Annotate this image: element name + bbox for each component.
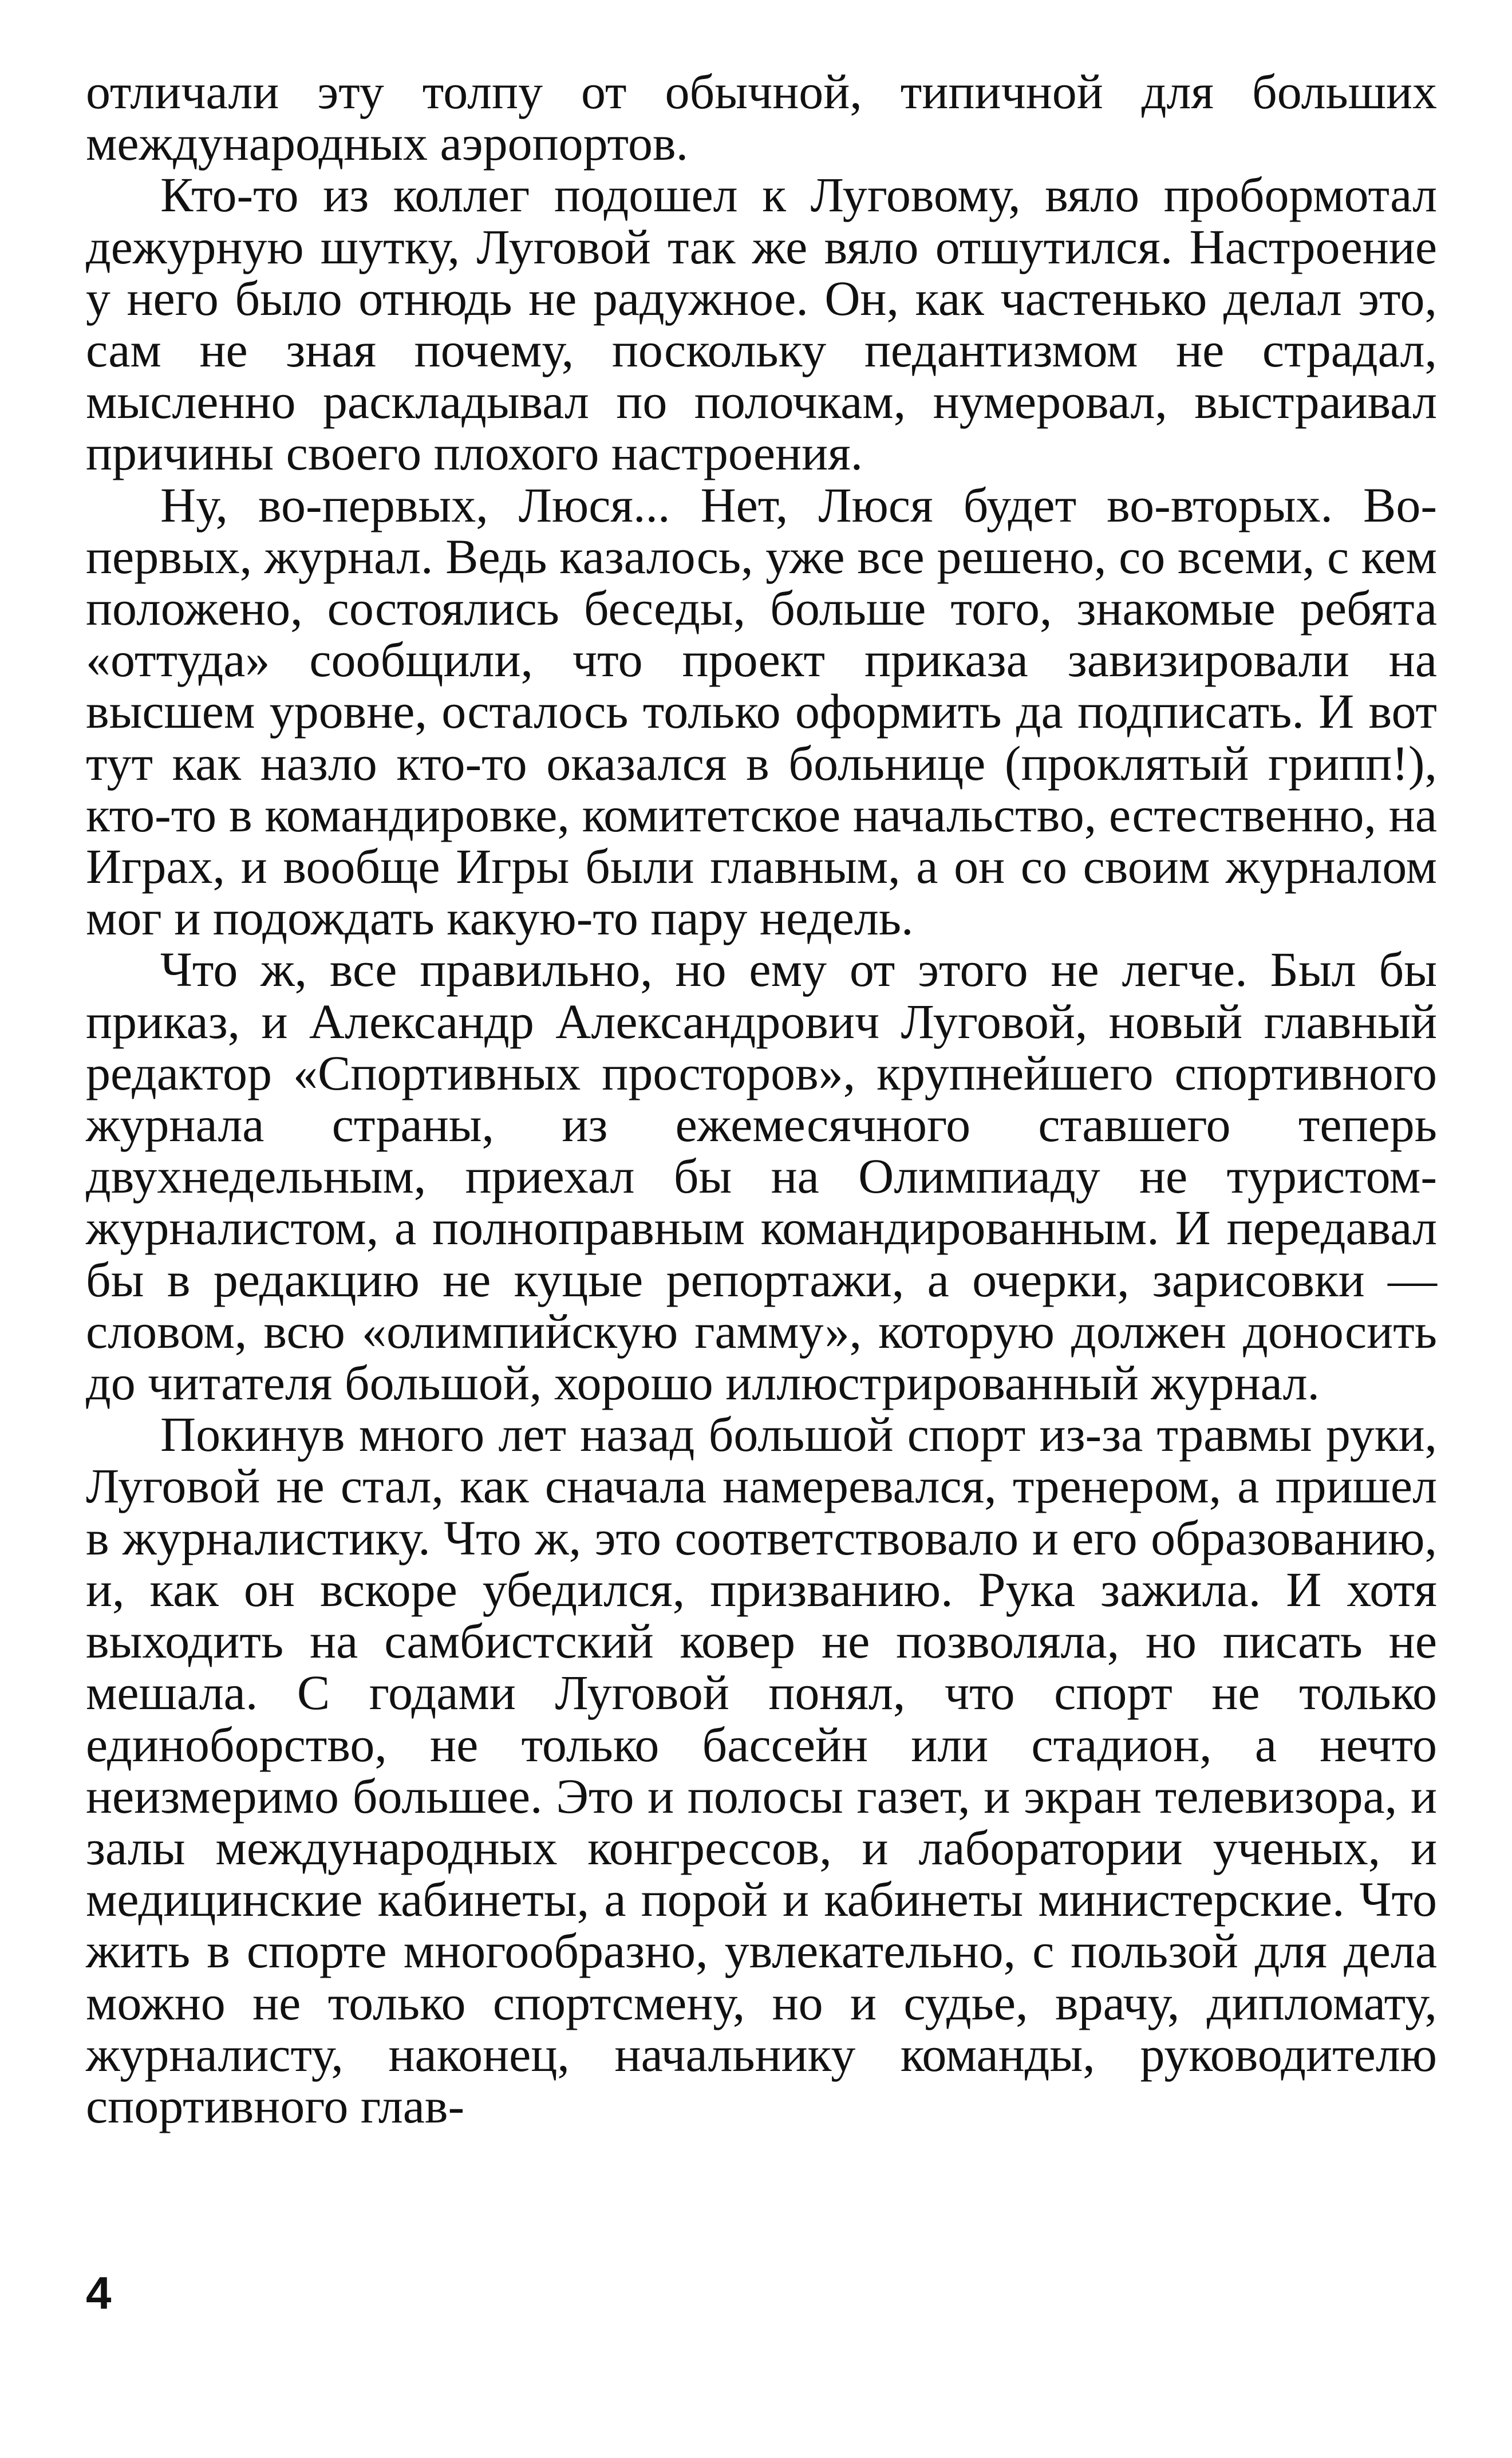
paragraph: Что ж, все правильно, но ему от этого не легче. Был бы приказ, и Александр Александрович Луговой, новый главный редактор «Спортивных просторов», крупнейшего спортивного журнала страны, из ежемесячного ставшего теперь двухнедельным, приехал бы на Олимпиаду не туристом-журналистом, а полноправным командированным. И передавал бы в редакцию не куцые репортажи, а очерки, зарисовки — словом, всю «олимпийскую гамму», которую должен доносить до читателя большой, хорошо иллюстрированный журнал. bbox=[86, 942, 1437, 1411]
paragraph: Кто-то из коллег подошел к Луговому, вяло пробормотал дежурную шутку, Луговой так же вяло отшутился. Настроение у него было отнюдь не радужное. Он, как частенько делал это, сам не зная почему, поскольку педантизмом не страдал, мысленно раскладывал по полочкам, нумеровал, выстраивал причины своего плохого настроения. bbox=[86, 167, 1437, 481]
page-number: 4 bbox=[86, 2267, 112, 2318]
paragraph: отличали эту толпу от обычной, типичной для больших международных аэропортов. bbox=[86, 64, 1437, 171]
body-text bbox=[86, 66, 1437, 2132]
paragraph: Покинув много лет назад большой спорт из-за травмы руки, Луговой не стал, как сначала намеревался, тренером, а пришел в журналистику. Что ж, это соответствовало и его образованию, и, как он вскоре убедился, призванию. Рука зажила. И хотя выходить на самбистский ковер не позволяла, но писать не мешала. С годами Луговой понял, что спорт не только единоборство, не только бассейн или стадион, а нечто неизмеримо большее. Это и полосы газет, и экран телевизора, и залы международных конгрессов, и лаборатории ученых, и медицинские кабинеты, а порой и кабинеты министерские. Что жить в спорте многообразно, увлекательно, с пользой для дела можно не только спортсмену, но и судье, врачу, дипломату, журналисту, наконец, начальнику команды, руководителю спортивного глав- bbox=[86, 1407, 1437, 2133]
paragraph: Ну, во-первых, Люся... Нет, Люся будет во-вторых. Во-первых, журнал. Ведь казалось, уже все решено, со всеми, с кем положено, состоялись беседы, больше того, знакомые ребята «оттуда» сообщили, что проект приказа завизировали на высшем уровне, осталось только оформить да подписать. И вот тут как назло кто-то оказался в больнице (проклятый грипп!), кто-то в командировке, комитетское начальство, естественно, на Играх, и вообще Игры были главным, а он со своим журналом мог и подождать какую-то пару недель. bbox=[86, 477, 1437, 946]
